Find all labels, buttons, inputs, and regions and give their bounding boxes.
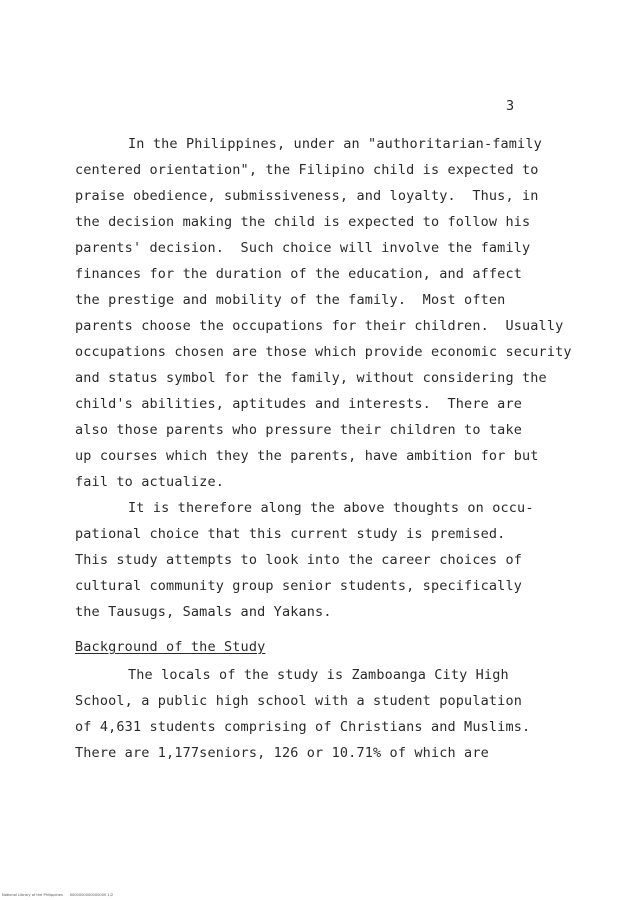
paragraph-1-line-10: and status symbol for the family, without considering the xyxy=(75,370,547,386)
paragraph-1-line-8: parents choose the occupations for their children. Usually xyxy=(75,318,564,334)
paragraph-3-line-4: There are 1,177seniors, 126 or 10.71% of which are xyxy=(75,745,489,761)
paragraph-1-line-2: centered orientation", the Filipino child is expected to xyxy=(75,162,539,178)
paragraph-1-line-4: the decision making the child is expected to follow his xyxy=(75,214,531,230)
paragraph-1-line-11: child's abilities, aptitudes and interests. There are xyxy=(75,396,522,412)
paragraph-3-line-3: of 4,631 students comprising of Christians and Muslims. xyxy=(75,719,531,735)
footer-watermark: National Library of the Philippines 0000000000000000 1/2 xyxy=(2,893,114,897)
paragraph-1-line-9: occupations chosen are those which provide economic security xyxy=(75,344,572,360)
paragraph-1-line-12: also those parents who pressure their children to take xyxy=(75,422,522,438)
paragraph-1-line-1: In the Philippines, under an "authoritarian-family xyxy=(128,136,542,152)
paragraph-2-line-5: the Tausugs, Samals and Yakans. xyxy=(75,604,332,620)
paragraph-1-line-3: praise obedience, submissiveness, and loyalty. Thus, in xyxy=(75,188,539,204)
paragraph-2-line-2: pational choice that this current study is premised. xyxy=(75,526,506,542)
paragraph-1-line-5: parents' decision. Such choice will involve the family xyxy=(75,240,531,256)
page-number: 3 xyxy=(506,98,515,114)
section-heading: Background of the Study xyxy=(75,639,266,655)
paragraph-1-line-13: up courses which they the parents, have ambition for but xyxy=(75,448,539,464)
paragraph-2-line-1: It is therefore along the above thoughts on occu- xyxy=(128,500,534,516)
paragraph-3-line-2: School, a public high school with a student population xyxy=(75,693,522,709)
paragraph-2-line-3: This study attempts to look into the career choices of xyxy=(75,552,522,568)
paragraph-2-line-4: cultural community group senior students, specifically xyxy=(75,578,522,594)
paragraph-1-line-7: the prestige and mobility of the family. Most often xyxy=(75,292,506,308)
paragraph-3-line-1: The locals of the study is Zamboanga City High xyxy=(128,667,509,683)
paragraph-1-line-6: finances for the duration of the education, and affect xyxy=(75,266,522,282)
paragraph-1-line-14: fail to actualize. xyxy=(75,474,224,490)
